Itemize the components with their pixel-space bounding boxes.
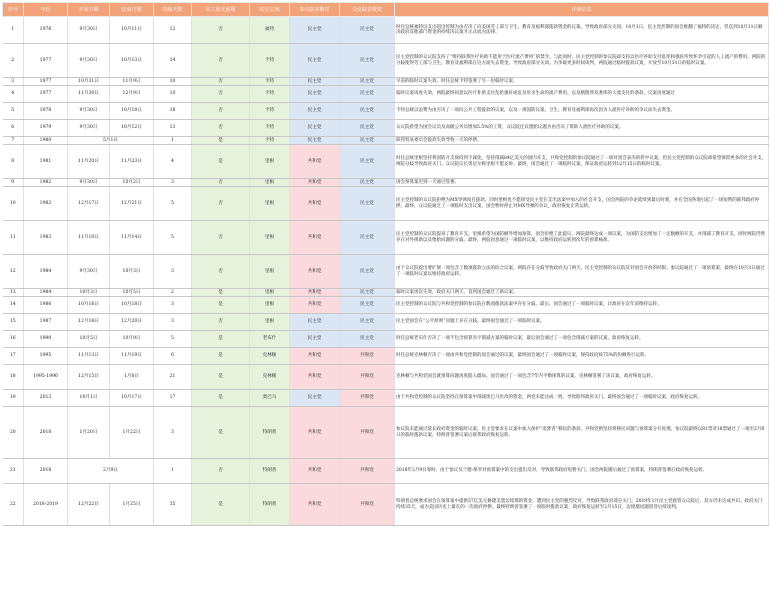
table-row [3,314,769,331]
cell-duration: 6 [154,348,192,365]
cell-end-date: 10月12日 [110,120,154,137]
cell-senate-majority: 共和党 [290,348,340,365]
cell-start-date: 11月30日 [68,86,110,103]
cell-house-majority: 民主党 [340,137,395,145]
table-row [3,221,769,255]
cell-date: 2月9日 [68,459,154,484]
cell-end-date: 10月5日 [110,289,154,297]
cell-senate-majority: 民主党 [290,44,340,78]
cell-furlough: 否 [192,103,250,120]
cell-duration: 2 [154,289,192,297]
cell-year: 2018 [24,407,68,459]
cell-house-majority: 民主党 [340,255,395,289]
cell-start-date: 10月5日 [68,331,110,348]
cell-president: 卡特 [250,120,290,137]
cell-duration: 14 [154,44,192,78]
header-duration: 持续天数 [154,3,192,17]
cell-end-date: 12月20日 [110,314,154,331]
cell-start-date: 10月16日 [68,297,110,314]
cell-year: 2013 [24,390,68,407]
cell-year: 1977 [24,78,68,86]
cell-start-date: 10月31日 [68,78,110,86]
cell-duration: 35 [154,484,192,526]
cell-house-majority: 民主党 [340,179,395,187]
cell-furlough: 是 [192,137,250,145]
table-row [3,390,769,407]
cell-year: 1977 [24,86,68,103]
cell-senate-majority: 民主党 [290,86,340,103]
cell-president: 卡特 [250,78,290,86]
cell-duration: 3 [154,314,192,331]
table-row [3,17,769,44]
cell-furlough: 否 [192,86,250,103]
cell-year: 2018-2019 [24,484,68,526]
cell-start-date: 12月15日 [68,365,110,390]
table-row [3,255,769,289]
cell-start-date: 10月3日 [68,289,110,297]
cell-duration: 1 [154,459,192,484]
cell-president: 卡特 [250,86,290,103]
cell-index: 11 [3,221,24,255]
cell-duration: 3 [154,297,192,314]
cell-president: 里根 [250,179,290,187]
cell-house-majority: 民主党 [340,187,395,221]
cell-furlough: 是 [192,407,250,459]
cell-furlough: 否 [192,44,250,78]
cell-details: 联邦贸易委员会拨款失效导致一天的停摆。 [395,137,769,145]
cell-duration: 5 [154,331,192,348]
header-details: 详细信息 [395,3,769,17]
cell-furlough: 否 [192,255,250,289]
cell-senate-majority: 民主党 [290,103,340,120]
cell-year: 1976 [24,17,68,44]
cell-senate-majority: 共和党 [290,297,340,314]
cell-end-date: 10月13日 [110,44,154,78]
cell-president: 卡特 [250,137,290,145]
cell-house-majority: 共和党 [340,459,395,484]
cell-end-date: 1月6日 [110,365,154,390]
table-row [3,407,769,459]
cell-house-majority: 民主党 [340,78,395,86]
table-row [3,145,769,179]
cell-senate-majority: 民主党 [290,314,340,331]
cell-duration: 5 [154,187,192,221]
table-row [3,297,769,314]
cell-duration: 3 [154,255,192,289]
shutdown-table [2,2,769,526]
cell-index: 2 [3,44,24,78]
cell-date: 5月1日 [68,137,154,145]
cell-details: 2018年2月9日零时，由于参议员兰德·保罗对预算案中的支出提出反对，导致联邦政府短暂关门。国会两院随后通过了预算案，特朗普签署后政府恢复运转。 [395,459,769,484]
cell-end-date: 1月22日 [110,407,154,459]
cell-senate-majority: 民主党 [290,390,340,407]
cell-duration: 21 [154,365,192,390]
header-year: 年份 [24,3,68,17]
cell-details: 由于共和党控制的众议院坚持在预算案中削减奥巴马医改的资金，两党未能达成一致，导致联邦政府关门。最终国会通过了一项临时议案，政府恢复运转。 [395,390,769,407]
cell-president: 特朗普 [250,484,290,526]
cell-duration: 3 [154,407,192,459]
cell-president: 里根 [250,314,290,331]
table-row [3,86,769,103]
cell-house-majority: 民主党 [340,297,395,314]
cell-details: 众议院希望为国会议员及高级公务员增加5.5%的工资，众议院还以堕胎议题为由否决了资助人流医疗补助的议案。 [395,120,769,137]
header-furlough: 员工放无薪假 [192,3,250,17]
cell-senate-majority: 共和党 [290,459,340,484]
cell-senate-majority: 共和党 [290,365,340,390]
cell-end-date: 10月17日 [110,390,154,407]
cell-end-date: 10月11日 [110,17,154,44]
cell-senate-majority: 民主党 [290,17,340,44]
cell-house-majority: 民主党 [340,314,395,331]
cell-house-majority: 民主党 [340,331,395,348]
cell-duration: 17 [154,390,192,407]
cell-details: 时任总统老布什否决了一项不包含预算赤字削减方案的临时议案，最后国会通过了一项包含削减方案的议案，政府恢复运转。 [395,331,769,348]
cell-senate-majority: 共和党 [290,407,340,459]
cell-duration: 13 [154,120,192,137]
cell-house-majority: 民主党 [340,86,395,103]
cell-year: 1983 [24,221,68,255]
cell-year: 1995 [24,348,68,365]
cell-duration: 12 [154,17,192,44]
cell-index: 10 [3,187,24,221]
cell-furlough: 否 [192,78,250,86]
cell-senate-majority: 共和党 [290,179,340,187]
cell-president: 克林顿 [250,365,290,390]
cell-senate-majority: 共和党 [290,255,340,289]
cell-details: 民主党控制的众议院拒绝为MX导弹项目拨款，同时里根也不愿接受民主党在支出法案中加入的社会开支。国会两院的争论延续到最后时刻，并在全国各地引起了一场短暂的联邦政府停摆。最终，众议院通过了一项临时支出议案，国会暂时停止对MX导弹的争议，政府恢复正常运转。 [395,187,769,221]
cell-house-majority: 民主党 [340,289,395,297]
cell-end-date: 11月9日 [110,78,154,86]
cell-details: 特朗普总统要求国会在预算案中提供57亿美元修建美墨边境墙的资金，遭到民主党的强烈反对，导致联邦政府部分关门。2019年1月民主党接管众议院后，双方仍未达成共识。政府关门持续35天，成为美国历史上最长的一次政府停摆。最终特朗普签署了一项临时拨款议案，政府恢复运转至2月15日，边境墙问题留待后续谈判。 [395,484,769,526]
cell-president: 卡特 [250,103,290,120]
table-row [3,484,769,526]
table-row [3,331,769,348]
cell-furlough: 否 [192,120,250,137]
cell-start-date: 9月30日 [68,179,110,187]
table-row [3,137,769,145]
cell-index: 15 [3,314,24,331]
cell-end-date: 11月23日 [110,145,154,179]
cell-president: 卡特 [250,44,290,78]
cell-details: 民主党控制的众议院提高了教育开支，里根希望为国防额外增加预算，国会拒绝了此提议。两院最终达成一项议案，为国防支出增加了一定数额的开支，并削减了教育开支。同时两院仍然存在对外援助以及堕胎问题的分歧。最终，两院同意通过一项临时议案，以维持政府运转到次年的预算核准。 [395,221,769,255]
table-row [3,44,769,78]
cell-year: 1984 [24,255,68,289]
cell-furlough: 是 [192,297,250,314]
header-start-date: 开始日期 [68,3,110,17]
cell-index: 20 [3,407,24,459]
cell-details: 国会预算案迟到一天通过签署。 [395,179,769,187]
header-index: 序号 [3,3,24,17]
cell-year: 1984 [24,289,68,297]
cell-senate-majority: 民主党 [290,120,340,137]
cell-year: 1987 [24,314,68,331]
cell-index: 8 [3,145,24,179]
cell-end-date: 12月9日 [110,86,154,103]
table-row [3,120,769,137]
cell-end-date: 10月2日 [110,179,154,187]
cell-details: 临时议案再度失效，两院最终同意以医疗补助支付乱伦强奸或危及母亲生命的流产费用。以及梳理涉及奢侈的人流支付的条款，议案再度通过 [395,86,769,103]
cell-year: 1979 [24,120,68,137]
cell-end-date: 11月19日 [110,348,154,365]
cell-year: 1990 [24,331,68,348]
cell-start-date: 9月30日 [68,255,110,289]
cell-index: 16 [3,331,24,348]
cell-furlough: 否 [192,221,250,255]
cell-index: 9 [3,179,24,187]
cell-details: 时任总统福特以支出超出控制为由否决了向美国劳工部与卫生、教育及福利部拨款资金的议案。导致政府部分关闭。10月1日，民主党控制的国会推翻了福特的决定，但直到10月11日解决政府其他部门资金的持续决议案才正式成为法律。 [395,17,769,44]
cell-index: 7 [3,137,24,145]
cell-senate-majority: 民主党 [290,331,340,348]
cell-duration: 1 [154,137,192,145]
cell-details: 时任总统里根坚持将国防开支保持到不减免，坚持削减84亿美元的国内开支。共和党控制的参议院通过了一项对国会表决的折中议案，但民主党控制的众议院却希望保留更多的社会开支，两院分歧导致政府关门。众议院议长奥尼尔称里根不愿妥协。最终，国会通过了一项临时议案，保证政府运转到12月15日的临时议案。 [395,145,769,179]
cell-senate-majority: 共和党 [290,145,340,179]
cell-end-date: 1月25日 [110,484,154,526]
cell-start-date: 12月18日 [68,314,110,331]
table-row [3,103,769,120]
cell-president: 奥巴马 [250,390,290,407]
cell-index: 18 [3,365,24,390]
cell-year: 2018 [24,459,68,484]
cell-index: 4 [3,86,24,103]
cell-president: 里根 [250,187,290,221]
table-row [3,179,769,187]
cell-house-majority: 民主党 [340,120,395,137]
cell-year: 1982 [24,179,68,187]
cell-end-date: 11月14日 [110,221,154,255]
cell-year: 1980 [24,137,68,145]
cell-start-date: 1月20日 [68,407,110,459]
cell-duration: 18 [154,103,192,120]
cell-house-majority: 民主党 [340,145,395,179]
header-end-date: 结束日期 [110,3,154,17]
cell-index: 6 [3,120,24,137]
cell-house-majority: 共和党 [340,407,395,459]
cell-start-date: 9月30日 [68,17,110,44]
cell-house-majority: 共和党 [340,348,395,365]
cell-details: 民主党控制的众议院与共和党控制的参议院在数项拨款法案中存在分歧。最后，国会通过了一项临时议案，让政府在次年前维持运转。 [395,297,769,314]
cell-year: 1982 [24,187,68,221]
cell-duration: 5 [154,221,192,255]
cell-details: 由于众议院提出要扩展一项包含了数项拨款立法的综合议案，两院存在分歧导致政府关门两天，民主党控制的众议院反对国会开放的时限。参议院通过了一项预算案，最终在10月3日通过了一项临时议案以维持政府运转。 [395,255,769,289]
cell-index: 14 [3,297,24,314]
cell-index: 22 [3,484,24,526]
cell-start-date: 12月22日 [68,484,110,526]
cell-furlough: 是 [192,331,250,348]
cell-index: 1 [3,17,24,44]
cell-index: 17 [3,348,24,365]
cell-index: 19 [3,390,24,407]
header-house-majority: 众议院多数党 [340,3,395,17]
cell-start-date: 11月13日 [68,348,110,365]
cell-president: 里根 [250,297,290,314]
cell-duration: 10 [154,78,192,86]
cell-end-date: 10月9日 [110,331,154,348]
table-row [3,348,769,365]
cell-index: 3 [3,78,24,86]
cell-president: 老布什 [250,331,290,348]
cell-year: 1981 [24,145,68,179]
cell-president: 里根 [250,289,290,297]
table-body [3,17,769,526]
cell-details: 卡特总统以浪费为由否决了一项向公共工程拨款的议案，以及一项国防议案。卫生、教育及福利部再次因为人流医疗补助的争议而失去资金。 [395,103,769,120]
table-row [3,459,769,484]
cell-president: 里根 [250,221,290,255]
cell-details: 时任总统克林顿否决了一项由共和党控制的国会通过的议案，最终国会通过了一项临时议案，保持政府按75%的份额进行运转。 [395,348,769,365]
cell-house-majority: 共和党 [340,390,395,407]
cell-president: 里根 [250,255,290,289]
cell-house-majority: 民主党 [340,44,395,78]
cell-details: 参议院未能通过延长政府资金的临时议案，民主党要求在议案中加入保护“追梦者”移民的条款，共和党则坚持将移民问题与预算案分开处理。参议院最终以81票对18票通过了一项至2月8日的临时拨款议案，特朗普签署议案后联邦政府恢复运转。 [395,407,769,459]
table-row [3,78,769,86]
cell-president: 克林顿 [250,348,290,365]
cell-index: 12 [3,255,24,289]
cell-house-majority: 民主党 [340,17,395,44]
cell-start-date: 12月17日 [68,187,110,221]
cell-details: 早前的临时议案失效，时任总统卡特签署了另一份临时议案。 [395,78,769,86]
cell-start-date: 10月1日 [68,390,110,407]
header-row [3,3,769,17]
cell-duration: 10 [154,86,192,103]
cell-president: 特朗普 [250,459,290,484]
cell-furlough: 是 [192,365,250,390]
cell-year: 1986 [24,297,68,314]
cell-start-date: 9月30日 [68,44,110,78]
cell-start-date: 9月30日 [68,103,110,120]
cell-index: 13 [3,289,24,297]
cell-index: 5 [3,103,24,120]
header-president: 时任总统 [250,3,290,17]
cell-furlough: 否 [192,314,250,331]
header-senate-majority: 参议院多数党 [290,3,340,17]
cell-furlough: 否 [192,17,250,44]
cell-senate-majority: 共和党 [290,484,340,526]
table-row [3,187,769,221]
cell-details: 克林顿与共和党国会就预算问题再度陷入僵局。国会通过了一项包含7年内平衡预算的议案，克林顿签署了该议案，政府恢复运转。 [395,365,769,390]
cell-end-date: 10月18日 [110,103,154,120]
cell-details: 民主党国会在“公平原则”问题上存在分歧，最终国会通过了一项临时议案。 [395,314,769,331]
cell-senate-majority: 共和党 [290,187,340,221]
cell-end-date: 10月3日 [110,255,154,289]
cell-furlough: 是 [192,145,250,179]
cell-furlough: 否 [192,179,250,187]
table-row [3,365,769,390]
cell-furlough: 否 [192,459,250,484]
cell-start-date: 11月20日 [68,145,110,179]
cell-president: 特朗普 [250,407,290,459]
cell-index: 21 [3,459,24,484]
cell-year: 1977 [24,44,68,78]
cell-furlough: 否 [192,187,250,221]
cell-year: 1978 [24,103,68,120]
cell-house-majority: 民主党 [340,103,395,120]
cell-senate-majority: 共和党 [290,221,340,255]
cell-furlough: 是 [192,484,250,526]
cell-furlough: 是 [192,289,250,297]
cell-end-date: 12月21日 [110,187,154,221]
cell-end-date: 10月18日 [110,297,154,314]
cell-president: 里根 [250,145,290,179]
cell-duration: 3 [154,179,192,187]
cell-house-majority: 民主党 [340,221,395,255]
cell-senate-majority: 民主党 [290,137,340,145]
cell-duration: 4 [154,145,192,179]
cell-year: 1995-1996 [24,365,68,390]
cell-house-majority: 共和党 [340,365,395,390]
cell-details: 临时议案再次失效，政府关门两天，直到国会通过了新议案。 [395,289,769,297]
cell-furlough: 是 [192,348,250,365]
cell-start-date: 11月10日 [68,221,110,255]
cell-start-date: 9月30日 [68,120,110,137]
cell-senate-majority: 民主党 [290,78,340,86]
table-row [3,289,769,297]
cell-house-majority: 共和党 [340,484,395,526]
cell-furlough: 是 [192,390,250,407]
cell-president: 福特 [250,17,290,44]
cell-details: 民主党控制的众议院支持了“维持联邦医疗补助不能用于医疗流产费用”的禁令，与此同时，民主党控制的参议院却支持以医疗补助支付乱伦和强奸所致怀孕引起的人工流产的费用。两院的分歧使得劳工部与卫生、教育及福利部在这方面失去资金，导致政府部分关闭。为争取更多时间谈判，两院通过临时拨款议案，开放至10月31日的临时议案。 [395,44,769,78]
cell-senate-majority: 共和党 [290,289,340,297]
